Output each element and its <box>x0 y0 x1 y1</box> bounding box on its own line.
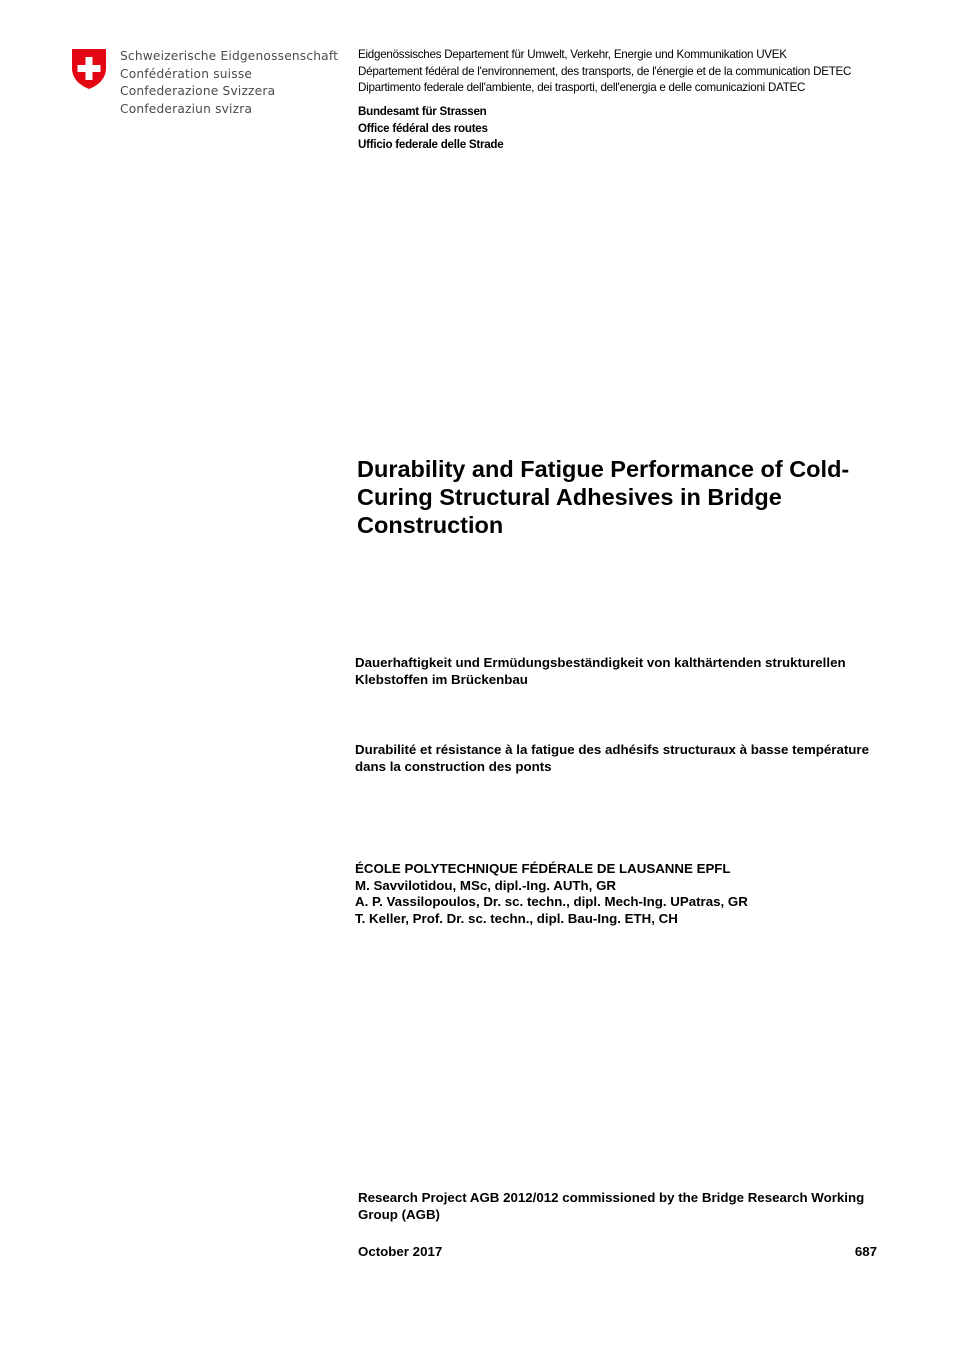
office-line-fr: Office fédéral des routes <box>358 121 488 135</box>
federation-names <box>120 48 338 118</box>
research-project-note: Research Project AGB 2012/012 commissioned by the Bridge Research Working Group (AGB) <box>358 1190 865 1222</box>
federation-name-it: Confederazione Svizzera <box>120 84 276 98</box>
office-line-it: Ufficio federale delle Strade <box>358 138 504 152</box>
department-line-fr: Département fédéral de l'environnement, des transports, de l'énergie et de la communication DETEC <box>358 64 852 78</box>
federation-name-fr: Confédération suisse <box>120 66 253 81</box>
report-number: 687 <box>854 1244 877 1259</box>
author-block <box>355 861 748 928</box>
author-line: M. Savvilotidou, MSc, dipl.-Ing. AUTh, GR <box>355 877 617 893</box>
author-line: T. Keller, Prof. Dr. sc. techn., dipl. Bau-Ing. ETH, CH <box>355 911 678 927</box>
office-line-de: Bundesamt für Strassen <box>358 105 487 118</box>
office-block <box>358 104 503 154</box>
department-block <box>358 47 851 97</box>
crest-cross-horizontal <box>78 65 101 72</box>
federation-name-de: Schweizerische Eidgenossenschaft <box>120 49 339 63</box>
subtitle-french: Durabilité et résistance à la fatigue des adhésifs structuraux à basse température dans la construction des ponts <box>355 742 869 774</box>
department-line-de: Eidgenössisches Departement für Umwelt, Verkehr, Energie und Kommunikation UVEK <box>358 48 787 61</box>
document-title: Durability and Fatigue Performance of Cold-Curing Structural Adhesives in Bridge Construction <box>357 456 850 538</box>
author-line: A. P. Vassilopoulos, Dr. sc. techn., dipl. Mech-Ing. UPatras, GR <box>355 894 748 910</box>
department-line-it: Dipartimento federale dell'ambiente, dei trasporti, dell'energia e delle comunicazioni DATEC <box>358 81 806 95</box>
publication-date: October 2017 <box>358 1244 443 1259</box>
swiss-cross-shield-icon <box>70 48 108 90</box>
federation-name-rm: Confederaziun svizra <box>120 101 253 116</box>
institution-name: ÉCOLE POLYTECHNIQUE FÉDÉRALE DE LAUSANNE EPFL <box>355 861 731 876</box>
subtitle-german: Dauerhaftigkeit und Ermüdungsbeständigkeit von kalthärtenden strukturellen Klebstoffen im Brückenbau <box>355 655 846 687</box>
